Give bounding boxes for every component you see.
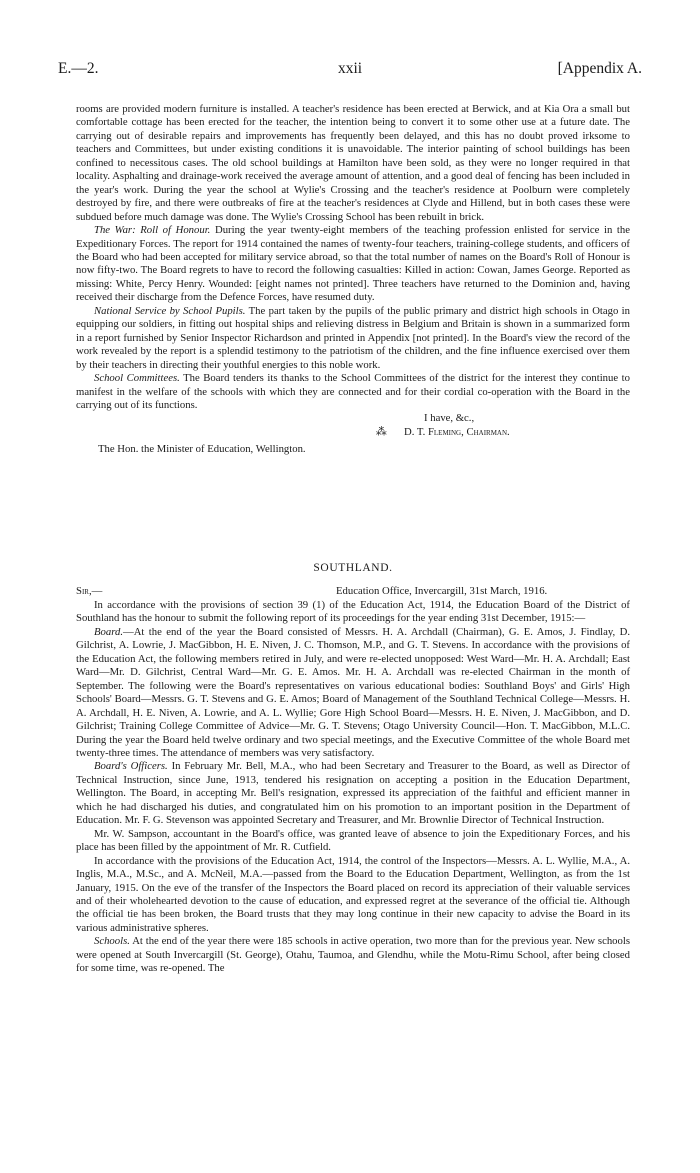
signature-mark: ⁂ <box>376 425 387 438</box>
text-board-officers: In February Mr. Bell, M.A., who had been Secretary and Treasurer to the Board, as well as Director of Technical Instruction, since June, 1913, tendered his resignation on accepting a position in the Education Department, Wellington. The Board, in accepting Mr. Bell's resignation, expressed its appreciation of the faithful and efficient manner in which he had discharged his duties, and congratulated him on his promotion to an important position in the Department of Education. Mr. F. G. Stevenson was appointed Secretary and Treasurer, and Mr. Brownlie Director of Technical Instruction. <box>76 760 631 827</box>
heading-board-officers: Board's Officers. <box>94 760 168 773</box>
paragraph-board-officers <box>76 760 630 827</box>
signature-line <box>76 426 630 439</box>
paragraph-intro: In accordance with the provisions of section 39 (1) of the Education Act, 1914, the Education Board of the District of Southland has the honour to submit the following report of its proceedings for the year ending 31st December, 1915:— <box>76 599 630 625</box>
salutation: Sir,— <box>76 585 103 597</box>
header-report-code: E.—2. <box>58 60 99 77</box>
page-header <box>58 60 642 86</box>
paragraph-school-committees <box>76 372 630 412</box>
paragraph-sampson: Mr. W. Sampson, accountant in the Board's office, was granted leave of absence to join the Expeditionary Forces, and his place has been filled by the appointment of Mr. R. Cutfield. <box>76 827 630 854</box>
heading-board: Board. <box>94 625 123 638</box>
heading-school-committees: School Committees. <box>94 372 180 385</box>
header-page-number: xxii <box>337 60 363 77</box>
southland-report-section <box>76 585 630 976</box>
date-line: Education Office, Invercargill, 31st March, 1916. <box>336 585 548 597</box>
signature-closing: I have, &c., <box>424 412 475 425</box>
otago-report-section <box>76 103 630 457</box>
paragraph-buildings: rooms are provided modern furniture is installed. A teacher's residence has been erected at Berwick, and at Kia Ora a small but comfortable cottage has been erected for the teacher, the intention being to convert it to some other use at a future date. The carrying out of desirable repairs and improvements has frequently been delayed, and this has no doubt proved irksome to teachers and Committees, but under existing conditions it is unavoidable. The interior painting of school buildings has been confined to necessitous cases. The old school buildings at Hamilton have been sold, as they were no longer required in that locality. Asphalting and drainage-work received the average amount of attention, and a good deal of fencing has been included in the year's work. During the year the school at Wylie's Crossing and the teacher's residence at Poolburn were completely destroyed by fire, and there were outbreaks of fire at the teacher's residences at Clyde and Hillend, but in both cases these were subdued before much damage was done. The Wylie's Crossing School has been rebuilt in brick. <box>76 103 630 223</box>
heading-schools: Schools. <box>94 935 130 948</box>
heading-national-service: National Service by School Pupils. <box>94 304 246 317</box>
paragraph-inspectors: In accordance with the provisions of the Education Act, 1914, the control of the Inspectors—Messrs. A. L. Wyllie, M.A., A. Inglis, M.A., M.Sc., and A. McNeil, M.A.—passed from the Board to the Education Department, Wellington, as from the 1st January, 1915. On the eve of the transfer of the Inspectors the Board placed on record its appreciation of their valuable services and of their wholehearted devotion to the cause of education, and expressed regret at the severance of the official tie. Although the official tie has been broken, the Board trusts that they may long continue in their new capacity to advise the Board in its various administrative spheres. <box>76 854 630 934</box>
text-board: —At the end of the year the Board consisted of Messrs. H. A. Archdall (Chairman), G. E. Amos, J. Findlay, D. Gilchrist, A. Lowrie, J. MacGibbon, H. E. Niven, J. C. Thomson, M.P., and G. T. Stevens. In accordance with the provisions of the Education Act, the following members retired in July, and were re-elected unopposed: West Ward—Mr. H. A. Archdall; East Ward—Mr. D. Gilchrist, Central Ward—Mr. G. E. Amos. Mr. H. A. Archdall was re-elected Chairman in the month of September. The following were the Board's representatives on various educational bodies: Southland Boys' and Girls' High Schools' Board—Messrs. G. T. Stevens and G. E. Amos; Board of Management of the Southland Technical College—Messrs. H. A. Archdall, H. E. Niven, A. Lowrie, and A. L. Wyllie; Gore High School Board—Messrs. H. E. Niven, J. MacGibbon, and D. Gilchrist; Training College Committee of Advice—Mr. G. T. Stevens; Otago University Council—Hon. T. MacGibbon, M.L.C. During the year the Board held twelve ordinary and two special meetings, and the Executive Committee of the whole Board met twenty-three times. The attendance of members was very satisfactory. <box>76 625 630 759</box>
addressee-line: The Hon. the Minister of Education, Wellington. <box>98 443 306 456</box>
text-school-committees: The Board tenders its thanks to the School Committees of the district for the interest they continue to manifest in the welfare of the schools with which they are connected and for their cordial co-operation with the Board in the carrying out of its functions. <box>76 372 630 411</box>
text-roll-of-honour: During the year twenty-eight members of the teaching profession enlisted for service in the Expeditionary Forces. The report for 1914 contained the names of twenty-four teachers, training-college students, and officers of the Board who had been accepted for military service abroad, so that the total number of names on the Board's Roll of Honour is now fifty-two. The Board regrets to have to record the following casualties: Killed in action: Cowan, James George. Reported as missing: White, Percy Henry. Wounded: [eight names not printed]. Three teachers have returned to the Dominion and, having received their discharge from the Defence Forces, have resumed duty. <box>76 224 630 304</box>
salutation-line <box>76 585 630 599</box>
section-heading-southland: SOUTHLAND. <box>313 562 393 574</box>
heading-roll-of-honour: The War: Roll of Honour. <box>94 224 211 237</box>
paragraph-national-service <box>76 305 630 372</box>
signature-name: D. T. Fleming, Chairman. <box>404 425 510 438</box>
text-national-service: The part taken by the pupils of the public primary and district high schools in Otago in equipping our soldiers, in fitting out hospital ships and relieving distress in Belgium and Britain is shown in a summarized form in a report furnished by Senior Inspector Richardson and printed in Appendix [not printed]. In the Board's view the record of the work revealed by the report is a splendid testimony to the patriotism of the children, and the fine influence exercised over them by their teachers in directing their youthful energies to this noble work. <box>76 304 630 371</box>
paragraph-schools <box>76 935 630 975</box>
header-appendix-label: [Appendix A. <box>557 60 642 77</box>
paragraph-roll-of-honour <box>76 224 630 305</box>
text-schools: At the end of the year there were 185 schools in active operation, two more than for the previous year. New schools were opened at South Invercargill (St. George), Otahu, Taumoa, and Glendhu, while the Motu-Rimu School, after being closed for some time, was re-opened. The <box>76 935 630 975</box>
paragraph-board <box>76 626 630 761</box>
